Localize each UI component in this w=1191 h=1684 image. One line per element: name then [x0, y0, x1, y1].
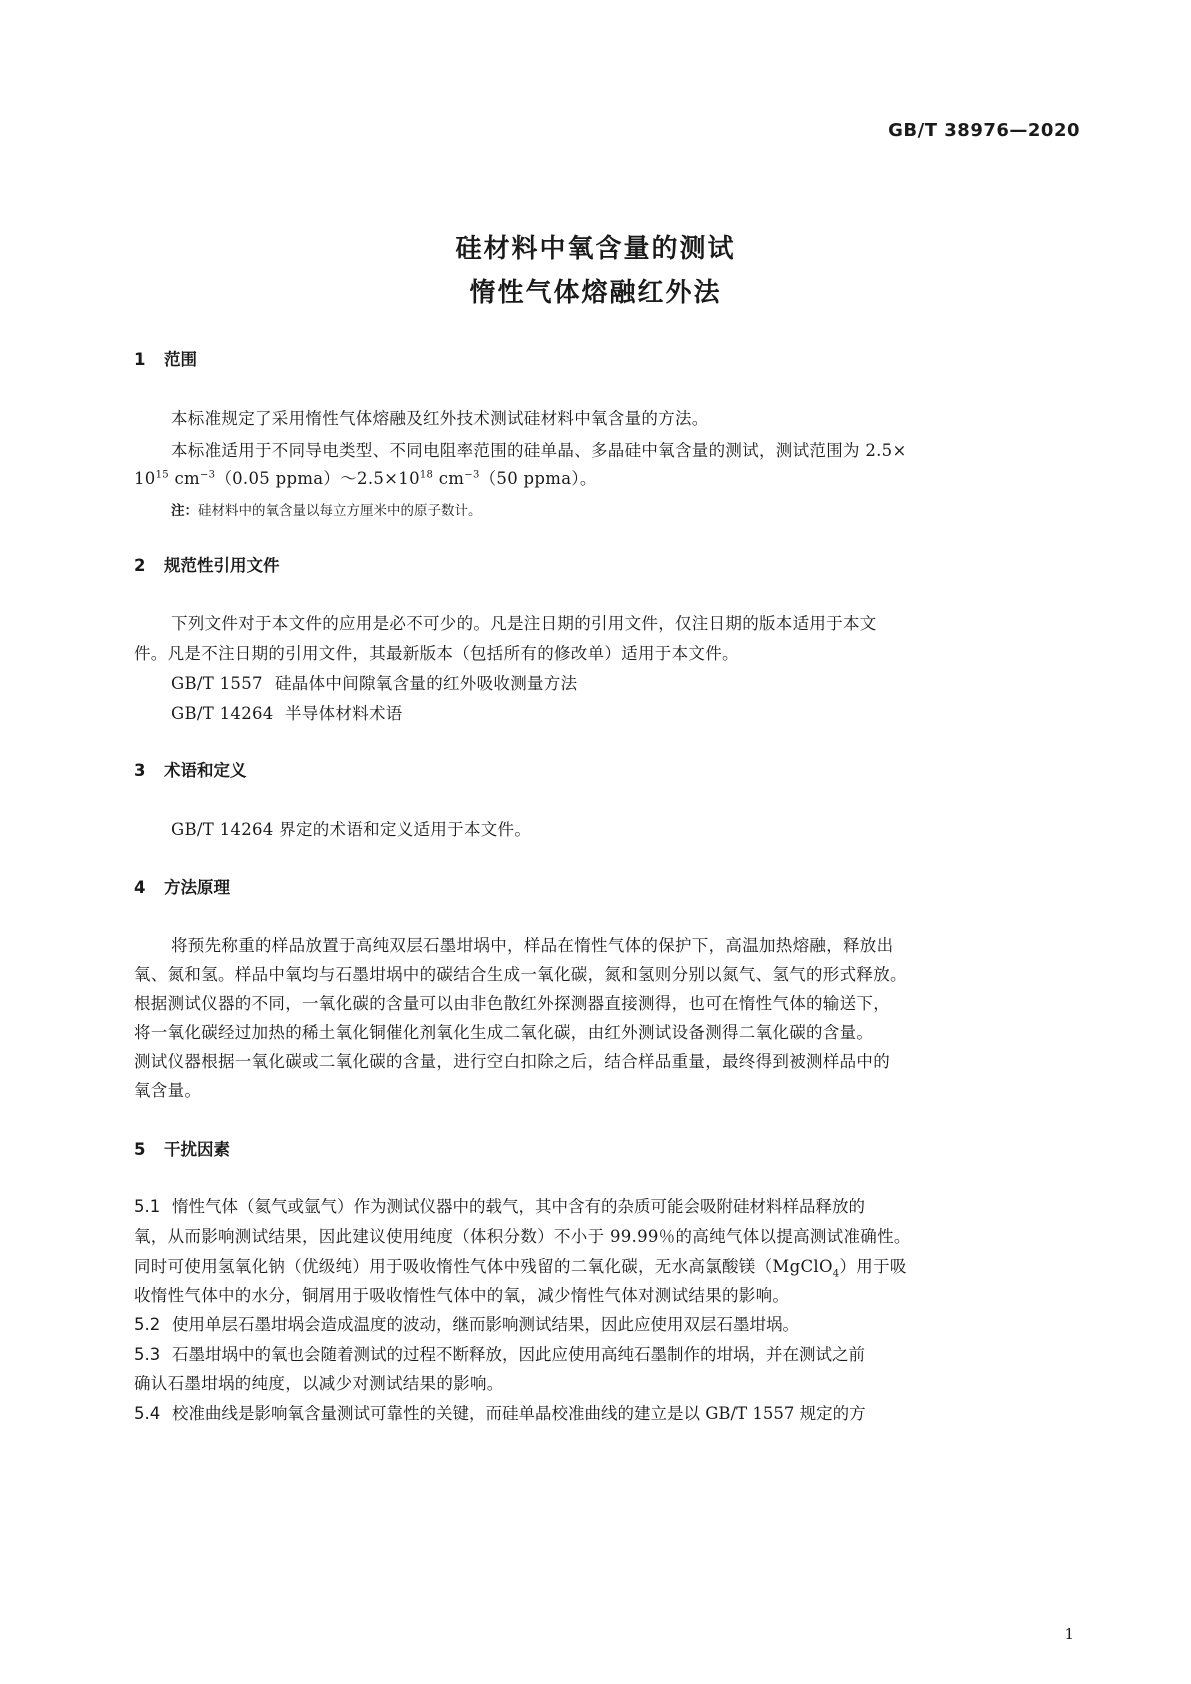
document-title-line1: 硅材料中氧含量的测试: [455, 234, 736, 264]
text: 同时可使用氢氧化钠（优级纯）用于吸收惰性气体中残留的二氧化碳，无水高氯酸镁（MgClO: [134, 1257, 833, 1276]
paragraph-line: 将一氧化碳经过加热的稀土氧化铜催化剂氧化生成二氧化碳，由红外测试设备测得二氧化碳的含量。: [134, 1023, 874, 1042]
superscript: 18: [419, 469, 434, 481]
paragraph: 下列文件对于本文件的应用是必不可少的。凡是注日期的引用文件，仅注日期的版本适用于本文: [171, 614, 877, 633]
section-number: 2: [134, 556, 146, 575]
clause-5-2: [134, 1311, 799, 1335]
section-title: 干扰因素: [164, 1140, 230, 1159]
paragraph-line: 收惰性气体中的水分，铜屑用于吸收惰性气体中的氧，减少惰性气体对测试结果的影响。: [134, 1286, 790, 1305]
paragraph: 本标准适用于不同导电类型、不同电阻率范围的硅单晶、多晶硅中氧含量的测试，测试范围为 2.5×: [171, 441, 907, 460]
text: ）用于吸: [839, 1257, 907, 1276]
clause-number: 5.4: [134, 1404, 161, 1423]
clause-5-1: [134, 1193, 865, 1217]
note: [171, 499, 482, 519]
section-1-heading: [134, 346, 197, 370]
reference-code: GB/T 1557: [171, 674, 263, 693]
standard-number: GB/T 38976—2020: [888, 120, 1080, 141]
clause-number: 5.2: [134, 1315, 161, 1334]
section-title: 方法原理: [164, 878, 230, 897]
text: （50 ppma）。: [479, 469, 597, 488]
section-4-heading: [134, 874, 230, 898]
clause-text: 使用单层石墨坩埚会造成温度的波动，继而影响测试结果，因此应使用双层石墨坩埚。: [172, 1315, 799, 1334]
note-label: 注：: [171, 503, 198, 519]
section-number: 5: [134, 1140, 146, 1159]
section-3-heading: [134, 757, 247, 781]
paragraph-continuation: 件。凡是不注日期的引用文件，其最新版本（包括所有的修改单）适用于本文件。: [134, 644, 739, 663]
paragraph-line: 氧、氮和氢。样品中氧均与石墨坩埚中的碳结合生成一氧化碳，氮和氢则分别以氮气、氢气的形式释放。: [134, 965, 907, 984]
paragraph-line: 测试仪器根据一氧化碳或二氧化碳的含量，进行空白扣除之后，结合样品重量，最终得到被测样品中的: [134, 1052, 890, 1071]
section-5-heading: [134, 1136, 230, 1160]
superscript: −3: [199, 469, 216, 481]
clause-number: 5.1: [134, 1197, 161, 1216]
text: cm: [433, 469, 465, 488]
paragraph-continuation: [134, 465, 597, 489]
section-number: 3: [134, 761, 146, 780]
clause-text: 校准曲线是影响氧含量测试可靠性的关键，而硅单晶校准曲线的建立是以 GB/T 1557 规定的方: [172, 1404, 866, 1423]
superscript: 15: [155, 469, 169, 481]
paragraph-line: 确认石墨坩埚的纯度，以减少对测试结果的影响。: [134, 1374, 504, 1393]
section-title: 术语和定义: [164, 761, 247, 780]
section-number: 1: [134, 350, 146, 369]
subscript: 4: [832, 1268, 840, 1280]
reference-item: [171, 700, 403, 724]
paragraph-line: 根据测试仪器的不同，一氧化碳的含量可以由非色散红外探测器直接测得，也可在惰性气体的输送下，: [134, 994, 890, 1013]
reference-item: [171, 670, 577, 694]
clause-number: 5.3: [134, 1345, 161, 1364]
paragraph-line: 氧含量。: [134, 1081, 202, 1100]
reference-title: 半导体材料术语: [285, 704, 403, 723]
clause-5-4: [134, 1400, 866, 1424]
section-title: 范围: [164, 350, 197, 369]
section-number: 4: [134, 878, 146, 897]
clause-5-3: [134, 1341, 865, 1365]
paragraph-line: [134, 1253, 907, 1279]
reference-title: 硅晶体中间隙氧含量的红外吸收测量方法: [275, 674, 578, 693]
text: 10: [134, 469, 156, 488]
clause-text: 石墨坩埚中的氧也会随着测试的过程不断释放，因此应使用高纯石墨制作的坩埚，并在测试之前: [172, 1345, 865, 1364]
page-number: 1: [1064, 1625, 1074, 1643]
clause-text: 惰性气体（氦气或氩气）作为测试仪器中的载气，其中含有的杂质可能会吸附硅材料样品释放的: [172, 1197, 865, 1216]
paragraph-line: 氧，从而影响测试结果，因此建议使用纯度（体积分数）不小于 99.99％的高纯气体以提高测试准确性。: [134, 1227, 911, 1246]
note-text: 硅材料中的氧含量以每立方厘米中的原子数计。: [198, 503, 482, 519]
document-title-line2: 惰性气体熔融红外法: [469, 278, 722, 308]
paragraph-line: 将预先称重的样品放置于高纯双层石墨坩埚中，样品在惰性气体的保护下，高温加热熔融，释放出: [171, 936, 894, 955]
paragraph: 本标准规定了采用惰性气体熔融及红外技术测试硅材料中氧含量的方法。: [171, 409, 709, 428]
paragraph: GB/T 14264 界定的术语和定义适用于本文件。: [171, 820, 532, 839]
section-2-heading: [134, 552, 280, 576]
superscript: −3: [464, 469, 480, 481]
text: cm: [168, 469, 200, 488]
reference-code: GB/T 14264: [171, 704, 274, 723]
section-title: 规范性引用文件: [164, 556, 280, 575]
text: （0.05 ppma）～2.5×10: [215, 469, 420, 488]
